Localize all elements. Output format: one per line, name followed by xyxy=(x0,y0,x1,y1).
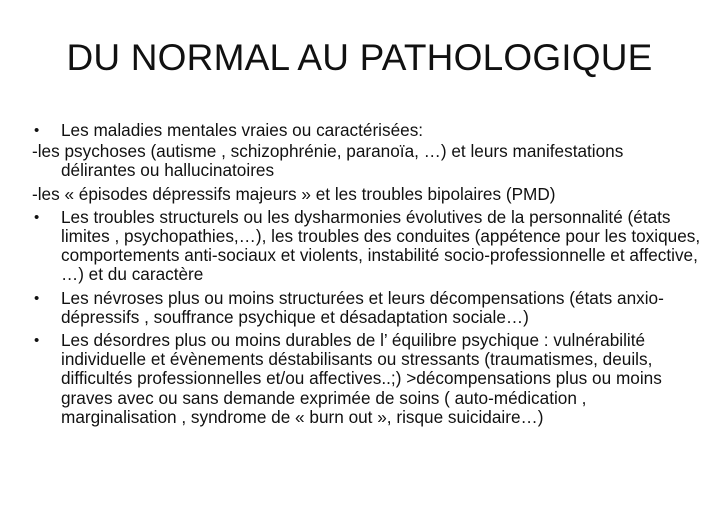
list-item-desordres xyxy=(32,331,704,427)
list-item-text: Les troubles structurels ou les dysharmonies évolutives de la personnalité (états limites , psychopathies,…), les troubles des conduites (appétence pour les toxiques, comportements anti-sociaux et violents, instabilité socio-professionnelle et affective, …) et du caractère xyxy=(61,206,701,285)
bullet-icon: • xyxy=(34,122,40,139)
list-item-text-continuation: délirantes ou hallucinatoires xyxy=(61,160,275,181)
list-item-text: Les névroses plus ou moins structurées et leurs décompensations (états anxio-dépressifs , souffrance psychique et désadaptation sociale…) xyxy=(61,287,664,327)
bullet-icon: • xyxy=(34,289,40,307)
bullet-icon: • xyxy=(34,208,40,226)
list-item-nevroses xyxy=(32,289,704,327)
list-item-text: -les psychoses (autisme , schizophrénie, paranoïa, …) et leurs manifestations xyxy=(32,141,624,162)
slide-title: DU NORMAL AU PATHOLOGIQUE xyxy=(66,37,653,78)
list-item-psychoses xyxy=(32,142,704,180)
list-item-maladies-mentales xyxy=(32,121,704,140)
list-item-troubles-structurels xyxy=(32,208,704,285)
list-item-text: Les maladies mentales vraies ou caractérisées: xyxy=(61,120,424,140)
list-item-text: -les « épisodes dépressifs majeurs » et les troubles bipolaires (PMD) xyxy=(32,183,556,204)
slide-content xyxy=(32,121,704,429)
bullet-icon: • xyxy=(34,332,40,350)
list-item-episodes-depressifs xyxy=(32,185,704,204)
list-item-text: Les désordres plus ou moins durables de l’ équilibre psychique : vulnérabilité individuelle et évènements déstabilisants ou stressants (traumatismes, deuils, difficultés professionnelles et/ou affectives..;) >décompensations plus ou moins graves avec ou sans demande exprimée de soins ( auto-médication , marginalisation , syndrome de « burn out », risque suicidaire…) xyxy=(61,330,662,427)
